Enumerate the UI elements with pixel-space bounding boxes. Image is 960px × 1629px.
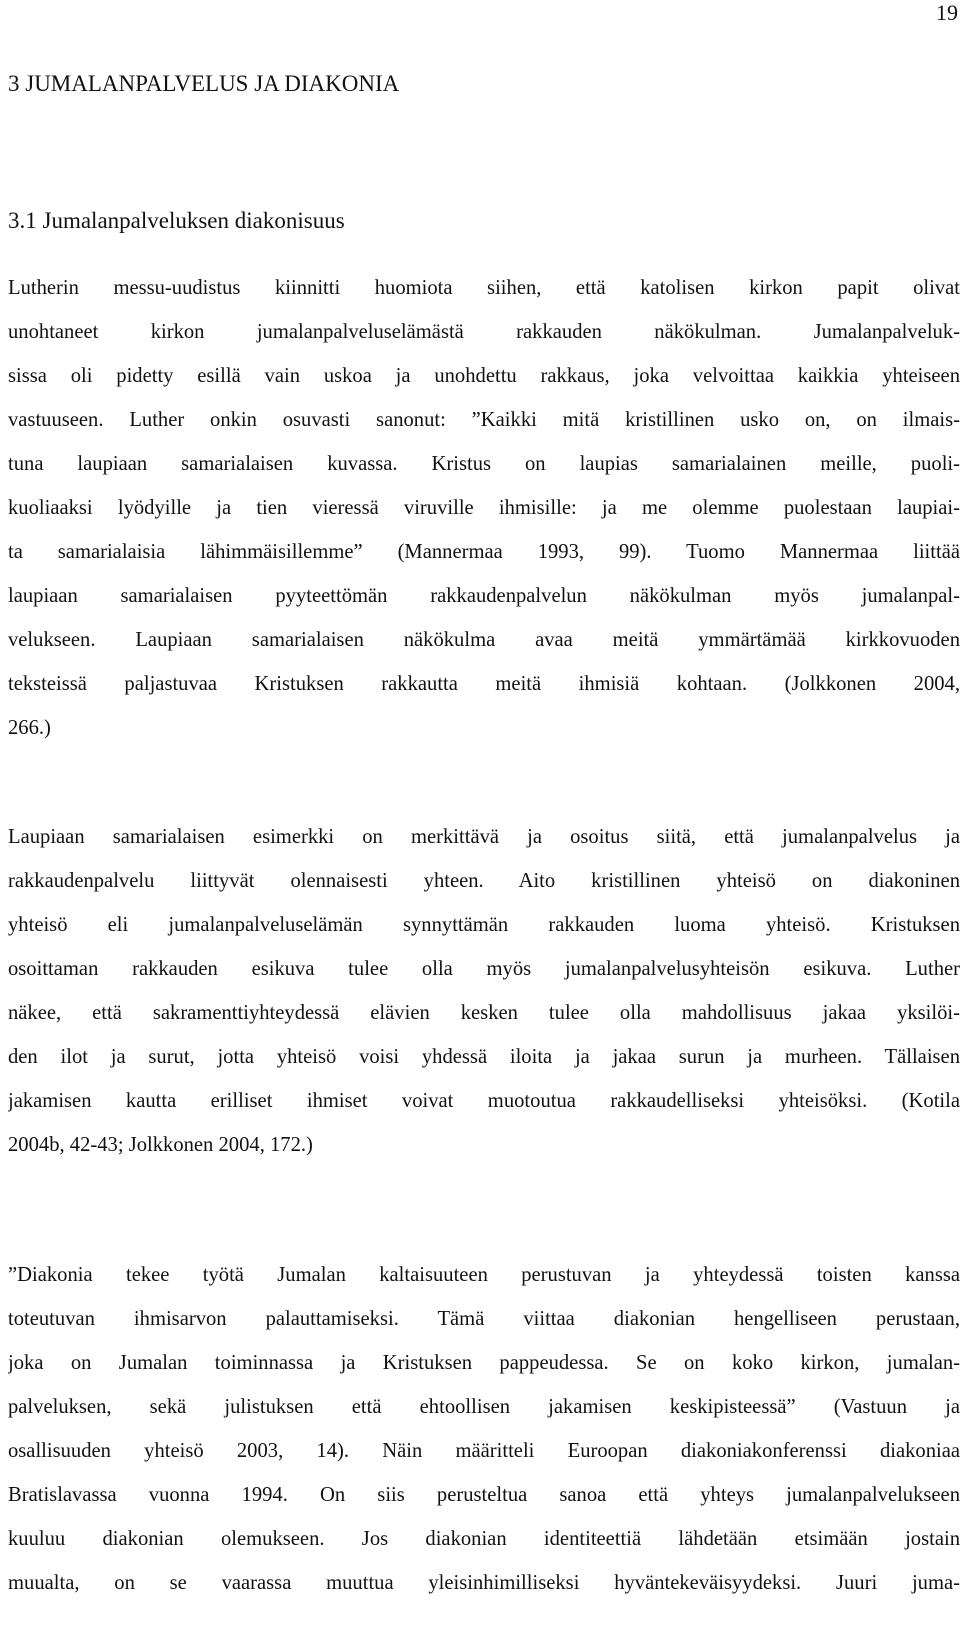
text-line: sissa oli pidetty esillä vain uskoa ja unohdettu rakkaus, joka velvoittaa kaikkia yhteiseen — [8, 365, 960, 387]
text-line: laupiaan samarialaisen pyyteettömän rakkaudenpalvelun näkökulman myös jumalanpal- — [8, 585, 960, 607]
text-line: toteutuvan ihmisarvon palauttamiseksi. Tämä viittaa diakonian hengelliseen perustaan, — [8, 1308, 960, 1330]
text-line: 266.) — [8, 717, 51, 739]
text-line: kuoliaaksi lyödyille ja tien vieressä viruville ihmisille: ja me olemme puolestaan laupiai- — [8, 497, 960, 519]
text-line: osoittaman rakkauden esikuva tulee olla myös jumalanpalvelusyhteisön esikuva. Luther — [8, 958, 960, 980]
text-line: Lutherin messu-uudistus kiinnitti huomiota siihen, että katolisen kirkon papit olivat — [8, 277, 960, 299]
text-line: Bratislavassa vuonna 1994. On siis perusteltua sanoa että yhteys jumalanpalvelukseen — [8, 1484, 960, 1506]
text-line: jakamisen kautta erilliset ihmiset voivat muotoutua rakkaudelliseksi yhteisöksi. (Kotila — [8, 1090, 960, 1112]
paragraph-1 — [8, 266, 960, 750]
chapter-heading: 3 JUMALANPALVELUS JA DIAKONIA — [8, 71, 400, 96]
text-line: ”Diakonia tekee työtä Jumalan kaltaisuuteen perustuvan ja yhteydessä toisten kanssa — [8, 1264, 960, 1286]
text-line: Laupiaan samarialaisen esimerkki on merkittävä ja osoitus siitä, että jumalanpalvelus ja — [8, 826, 960, 848]
text-line: velukseen. Laupiaan samarialaisen näkökulma avaa meitä ymmärtämää kirkkovuoden — [8, 629, 960, 651]
paragraph-3 — [8, 1253, 960, 1605]
text-line: den ilot ja surut, jotta yhteisö voisi yhdessä iloita ja jakaa surun ja murheen. Tällaisen — [8, 1046, 960, 1068]
text-line: tuna laupiaan samarialaisen kuvassa. Kristus on laupias samarialainen meille, puoli- — [8, 453, 960, 475]
text-line: joka on Jumalan toiminnassa ja Kristuksen pappeudessa. Se on koko kirkon, jumalan- — [8, 1352, 960, 1374]
text-line: 2004b, 42-43; Jolkkonen 2004, 172.) — [8, 1134, 313, 1156]
text-line: yhteisö eli jumalanpalveluselämän synnyttämän rakkauden luoma yhteisö. Kristuksen — [8, 914, 960, 936]
text-line: palveluksen, sekä julistuksen että ehtoollisen jakamisen keskipisteessä” (Vastuun ja — [8, 1396, 960, 1418]
text-line: vastuuseen. Luther onkin osuvasti sanonut: ”Kaikki mitä kristillinen usko on, on ilmais- — [8, 409, 960, 431]
text-line: osallisuuden yhteisö 2003, 14). Näin määritteli Euroopan diakoniakonferenssi diakoniaa — [8, 1440, 960, 1462]
paragraph-2 — [8, 815, 960, 1167]
text-line: näkee, että sakramenttiyhteydessä elävien kesken tulee olla mahdollisuus jakaa yksilöi- — [8, 1002, 960, 1024]
text-line: rakkaudenpalvelu liittyvät olennaisesti yhteen. Aito kristillinen yhteisö on diakoninen — [8, 870, 960, 892]
text-line: kuuluu diakonian olemukseen. Jos diakonian identiteettiä lähdetään etsimään jostain — [8, 1528, 960, 1550]
text-line: teksteissä paljastuvaa Kristuksen rakkautta meitä ihmisiä kohtaan. (Jolkkonen 2004, — [8, 673, 960, 695]
section-heading: 3.1 Jumalanpalveluksen diakonisuus — [8, 208, 345, 233]
text-line: ta samarialaisia lähimmäisillemme” (Mannermaa 1993, 99). Tuomo Mannermaa liittää — [8, 541, 960, 563]
text-line: muualta, on se vaarassa muuttua yleisinhimilliseksi hyväntekeväisyydeksi. Juuri juma- — [8, 1572, 960, 1594]
page-number: 19 — [936, 0, 958, 25]
text-line: unohtaneet kirkon jumalanpalveluselämästä rakkauden näkökulman. Jumalanpalveluk- — [8, 321, 960, 343]
